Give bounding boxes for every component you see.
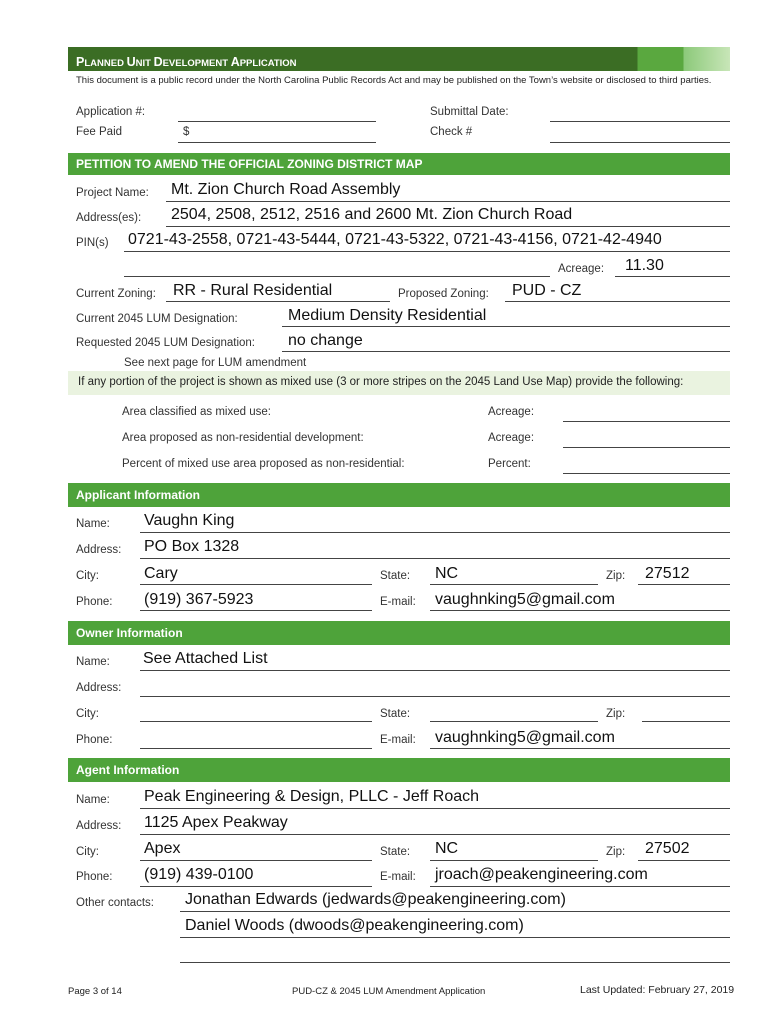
current-lum-field[interactable]: Medium Density Residential	[288, 307, 487, 324]
project-name-field[interactable]: Mt. Zion Church Road Assembly	[171, 181, 401, 198]
other-contact-2-underline	[180, 937, 730, 938]
non-residential-area-label: Area proposed as non-residential development:	[122, 432, 364, 444]
applicant-email-underline	[430, 610, 730, 611]
mixed-use-notice	[68, 371, 730, 395]
agent-name-label: Name:	[76, 794, 110, 806]
agent-state-underline	[430, 860, 598, 861]
applicant-city-field[interactable]: Cary	[144, 565, 178, 582]
current-lum-underline	[282, 326, 730, 327]
applicant-state-underline	[430, 584, 598, 585]
applicant-zip-field[interactable]: 27512	[645, 565, 690, 582]
owner-zip-label: Zip:	[606, 708, 626, 720]
owner-zip-field[interactable]	[642, 721, 730, 722]
current-zoning-field[interactable]: RR - Rural Residential	[173, 282, 333, 299]
address-label: Address(es):	[76, 212, 142, 224]
agent-city-field[interactable]: Apex	[144, 840, 181, 857]
agent-email-field[interactable]: jroach@peakengineering.com	[435, 866, 648, 883]
mixed-use-notice-text: If any portion of the project is shown as mixed use (3 or more stripes on the 2045 Land Use Map) provide the following:	[78, 376, 684, 388]
agent-section-header	[68, 758, 730, 782]
applicant-phone-label: Phone:	[76, 596, 113, 608]
petition-section-header	[68, 153, 730, 175]
owner-city-field[interactable]	[140, 721, 372, 722]
agent-state-field[interactable]: NC	[435, 840, 459, 857]
requested-lum-field[interactable]: no change	[288, 332, 363, 349]
applicant-name-underline	[140, 532, 730, 533]
agent-state-label: State:	[380, 846, 411, 858]
fee-paid-underline	[178, 142, 376, 143]
agent-name-underline	[140, 808, 730, 809]
title-bar	[68, 47, 730, 71]
agent-address-underline	[140, 834, 730, 835]
owner-name-field[interactable]: See Attached List	[143, 650, 268, 667]
owner-state-field[interactable]	[430, 721, 598, 722]
requested-lum-label: Requested 2045 LUM Designation:	[76, 337, 256, 349]
agent-email-underline	[430, 886, 730, 887]
proposed-zoning-underline	[505, 301, 730, 302]
submittal-date-field[interactable]	[550, 121, 730, 122]
mixed-use-acreage-label: Acreage:	[488, 406, 535, 418]
agent-phone-label: Phone:	[76, 871, 113, 883]
current-zoning-label: Current Zoning:	[76, 288, 156, 300]
acreage-field[interactable]: 11.30	[625, 257, 664, 274]
owner-email-underline	[430, 748, 730, 749]
applicant-section-header	[68, 483, 730, 507]
current-zoning-underline	[166, 301, 390, 302]
project-name-label: Project Name:	[76, 187, 149, 199]
application-number-label: Application #:	[76, 106, 146, 118]
applicant-address-label: Address:	[76, 544, 122, 556]
owner-name-label: Name:	[76, 656, 110, 668]
pin-field[interactable]: 0721-43-2558, 0721-43-5444, 0721-43-5322, 0721-43-4156, 0721-42-4940	[128, 231, 662, 248]
address-field[interactable]: 2504, 2508, 2512, 2516 and 2600 Mt. Zion Church Road	[171, 206, 573, 223]
pin-underline	[124, 251, 730, 252]
current-lum-label: Current 2045 LUM Designation:	[76, 313, 238, 325]
owner-name-underline	[140, 670, 730, 671]
other-contact-1-underline	[180, 911, 730, 912]
other-contacts-label: Other contacts:	[76, 897, 154, 909]
owner-address-field[interactable]	[140, 696, 730, 697]
agent-city-label: City:	[76, 846, 99, 858]
acreage-label: Acreage:	[558, 263, 605, 275]
agent-phone-field[interactable]: (919) 439-0100	[144, 866, 254, 883]
requested-lum-underline	[282, 351, 730, 352]
pin-continuation-line[interactable]	[124, 276, 550, 277]
applicant-phone-underline	[140, 610, 372, 611]
applicant-zip-label: Zip:	[606, 570, 626, 582]
non-residential-acreage-field[interactable]	[563, 447, 730, 448]
agent-city-underline	[140, 860, 372, 861]
applicant-name-label: Name:	[76, 518, 110, 530]
owner-email-field[interactable]: vaughnking5@gmail.com	[435, 729, 615, 746]
acreage-underline	[615, 276, 730, 277]
agent-zip-underline	[638, 860, 730, 861]
agent-address-label: Address:	[76, 820, 122, 832]
agent-name-field[interactable]: Peak Engineering & Design, PLLC - Jeff Roach	[144, 788, 480, 805]
applicant-address-underline	[140, 558, 730, 559]
submittal-date-label: Submittal Date:	[430, 106, 509, 118]
owner-section-header	[68, 621, 730, 645]
application-number-field[interactable]	[178, 121, 376, 122]
project-name-underline	[166, 201, 730, 202]
check-number-label: Check #	[430, 126, 473, 138]
check-number-field[interactable]	[550, 142, 730, 143]
applicant-city-label: City:	[76, 570, 99, 582]
pin-label: PIN(s)	[76, 237, 109, 249]
applicant-state-field[interactable]: NC	[435, 565, 459, 582]
last-updated: Last Updated: February 27, 2019	[580, 984, 735, 996]
agent-address-field[interactable]: 1125 Apex Peakway	[144, 814, 288, 831]
owner-heading: Owner Information	[76, 626, 183, 640]
owner-city-label: City:	[76, 708, 99, 720]
other-contact-3-field[interactable]	[180, 962, 730, 963]
applicant-city-underline	[140, 584, 372, 585]
owner-phone-label: Phone:	[76, 734, 113, 746]
proposed-zoning-field[interactable]: PUD - CZ	[512, 282, 582, 299]
document-name: PUD-CZ & 2045 LUM Amendment Application	[292, 986, 486, 997]
mixed-use-acreage-field[interactable]	[563, 421, 730, 422]
fee-paid-field[interactable]: $	[183, 126, 190, 138]
percent-field[interactable]	[563, 473, 730, 474]
owner-address-label: Address:	[76, 682, 122, 694]
agent-zip-label: Zip:	[606, 846, 626, 858]
percent-label: Percent:	[488, 458, 531, 470]
page-title: PLANNED UNIT DEVELOPMENT APPLICATION	[76, 55, 297, 69]
applicant-address-field[interactable]: PO Box 1328	[144, 538, 240, 555]
applicant-heading: Applicant Information	[76, 488, 200, 502]
owner-email-label: E-mail:	[380, 734, 416, 746]
non-residential-percent-label: Percent of mixed use area proposed as non-residential:	[122, 458, 405, 470]
non-residential-acreage-label: Acreage:	[488, 432, 535, 444]
page-number: Page 3 of 14	[68, 986, 122, 997]
public-record-notice: This document is a public record under the North Carolina Public Records Act and may be published on the Town’s website or disclosed to third parties.	[76, 75, 712, 86]
applicant-phone-field[interactable]: (919) 367-5923	[144, 591, 254, 608]
applicant-zip-underline	[638, 584, 730, 585]
applicant-state-label: State:	[380, 570, 411, 582]
other-contact-2-field[interactable]: Daniel Woods (dwoods@peakengineering.com)	[185, 917, 524, 934]
petition-heading: PETITION TO AMEND THE OFFICIAL ZONING DISTRICT MAP	[76, 157, 423, 171]
agent-zip-field[interactable]: 27502	[645, 840, 690, 857]
fee-paid-label: Fee Paid	[76, 126, 123, 138]
agent-heading: Agent Information	[76, 763, 180, 777]
applicant-email-label: E-mail:	[380, 596, 416, 608]
other-contact-1-field[interactable]: Jonathan Edwards (jedwards@peakengineering.com)	[185, 891, 566, 908]
proposed-zoning-label: Proposed Zoning:	[398, 288, 489, 300]
agent-email-label: E-mail:	[380, 871, 416, 883]
agent-phone-underline	[140, 886, 372, 887]
applicant-email-field[interactable]: vaughnking5@gmail.com	[435, 591, 615, 608]
owner-state-label: State:	[380, 708, 411, 720]
applicant-name-field[interactable]: Vaughn King	[144, 512, 235, 529]
see-next-page-note: See next page for LUM amendment	[124, 357, 307, 369]
address-underline	[166, 226, 730, 227]
owner-phone-field[interactable]	[140, 748, 372, 749]
mixed-use-area-label: Area classified as mixed use:	[122, 406, 271, 418]
